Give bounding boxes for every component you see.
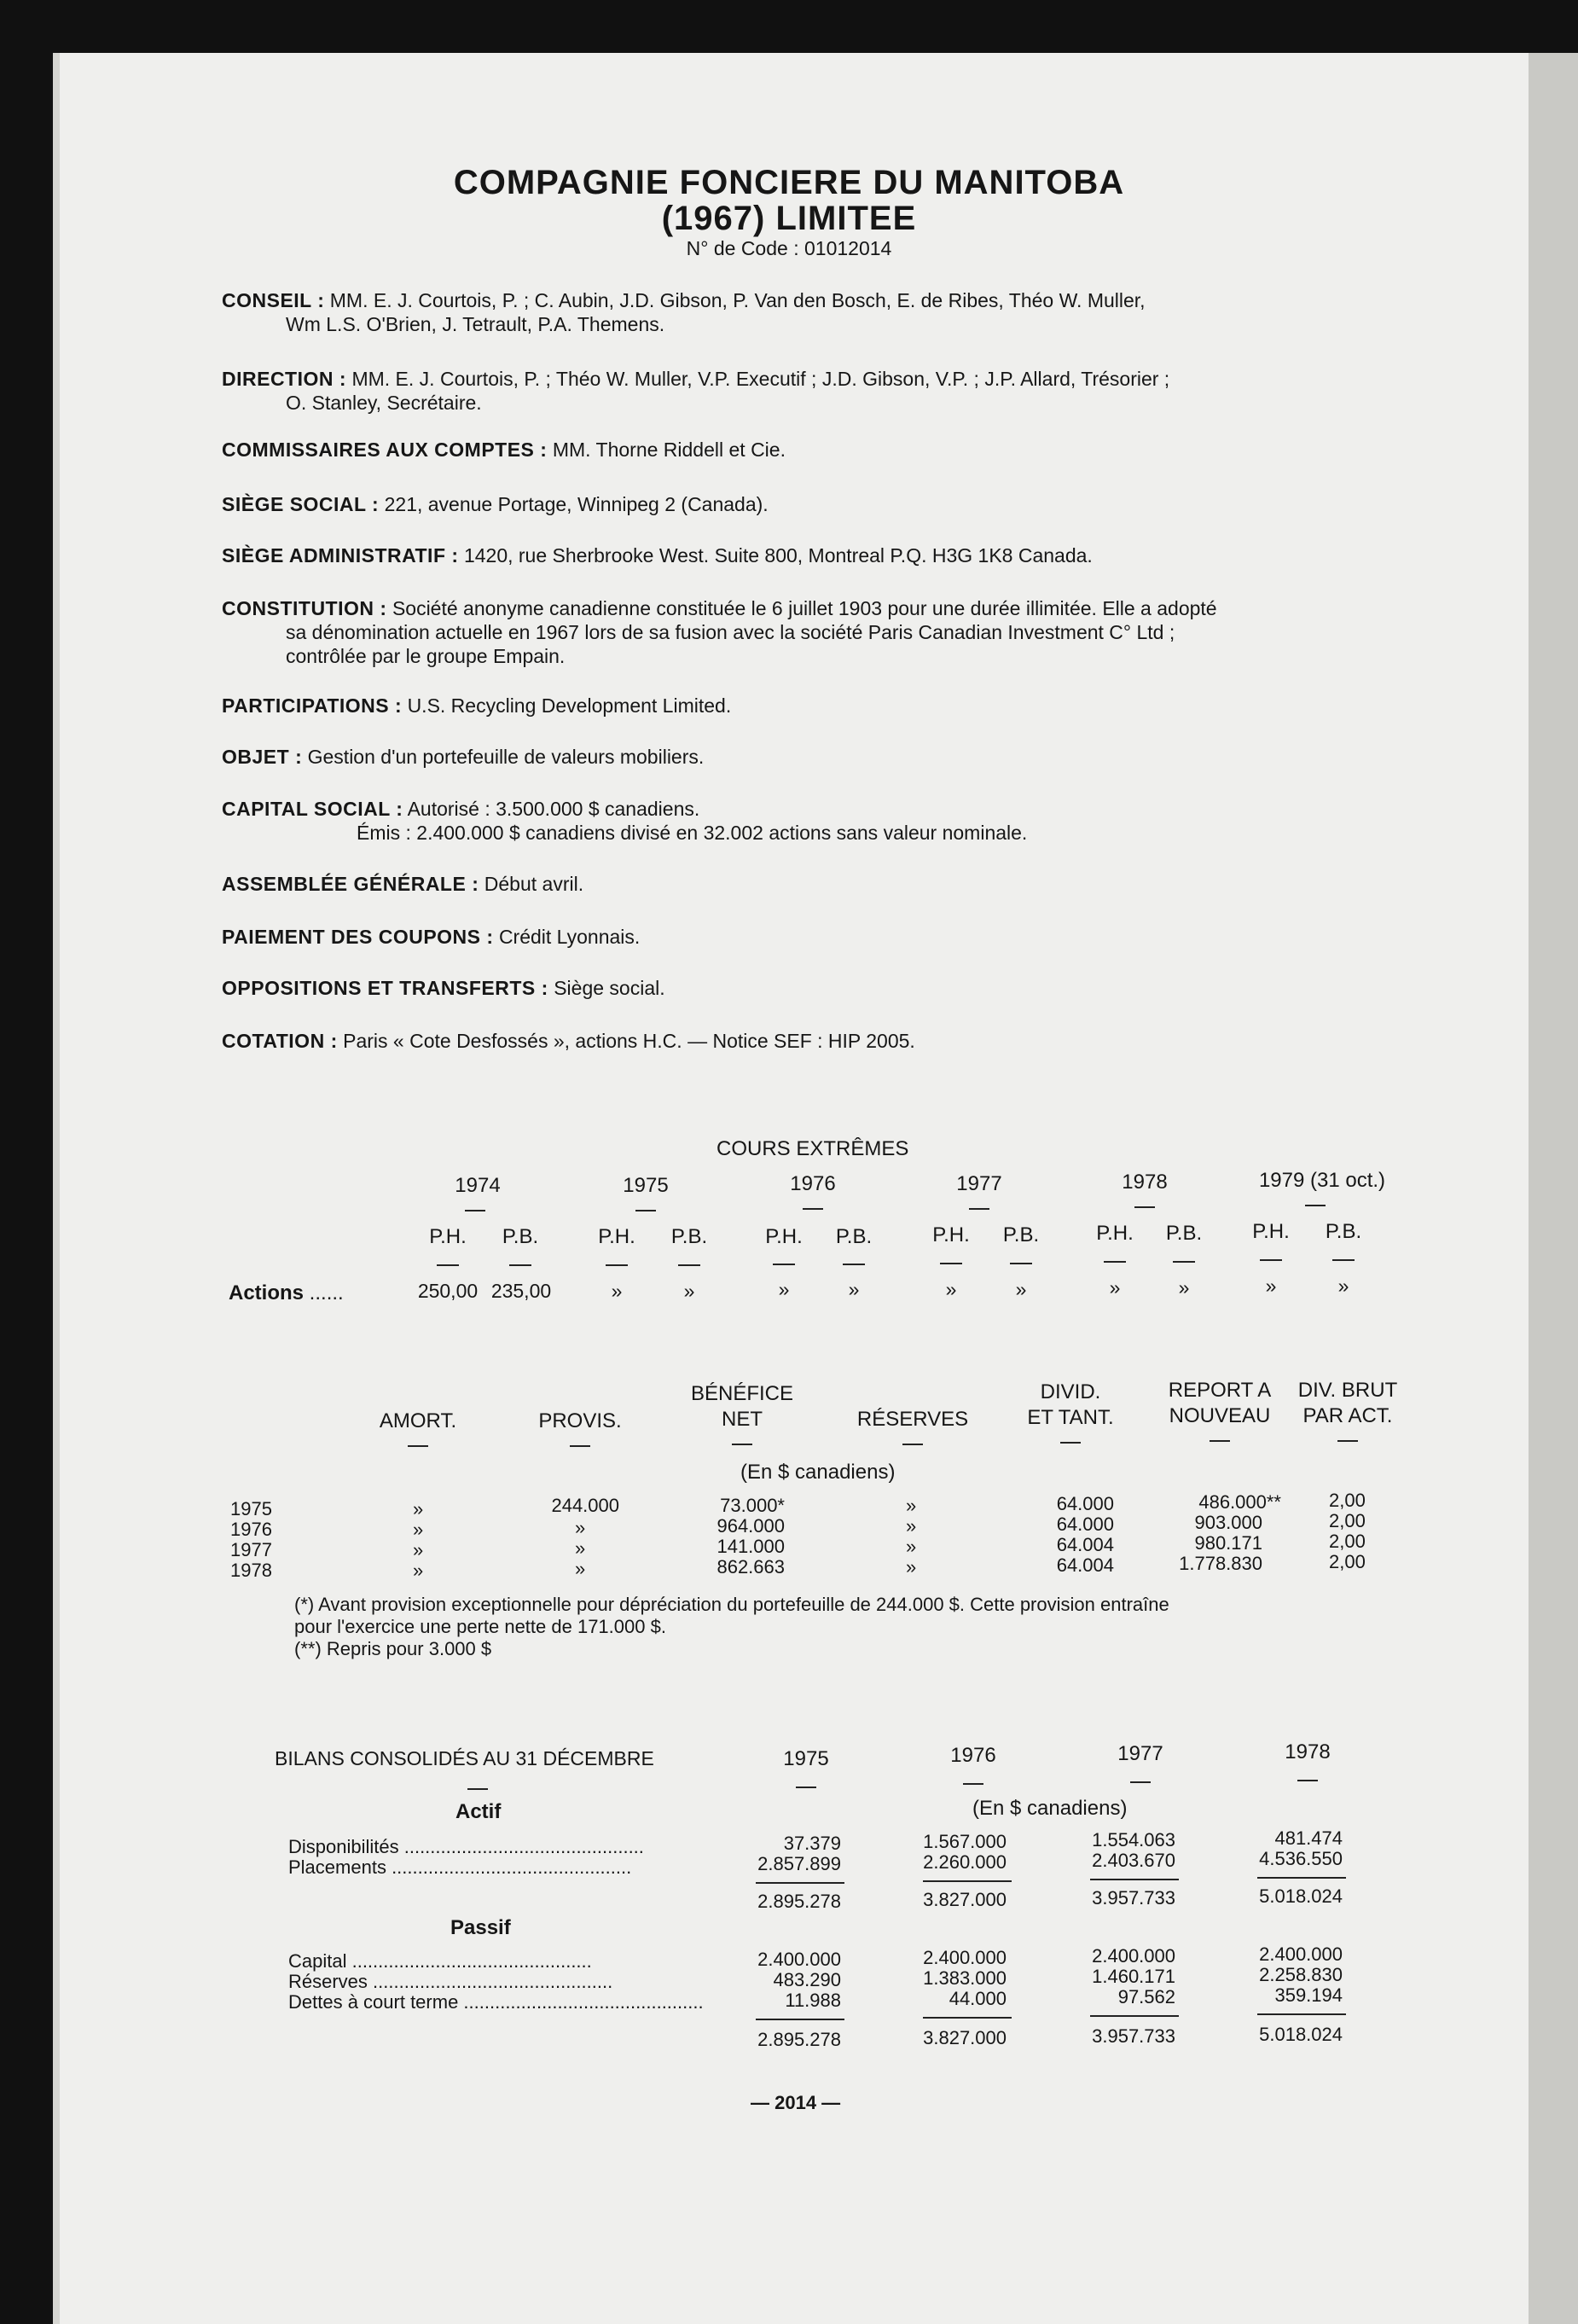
actions-label: Actions ...... (229, 1281, 344, 1304)
passif-label (450, 1916, 511, 1940)
cours-value: » (683, 1280, 695, 1302)
bilans-total: 3.957.733 (1092, 2025, 1175, 2047)
section-cotation (222, 1029, 1407, 1053)
row-label-text: Placements (288, 1856, 386, 1878)
page-edge (53, 53, 60, 2324)
results-cell: 980.171 (1194, 1532, 1262, 1554)
dash (437, 1264, 459, 1266)
bilans-value: 2.258.830 (1259, 1964, 1343, 1985)
dash (1134, 1206, 1155, 1208)
rule (756, 1882, 844, 1884)
bilans-value: 4.536.550 (1259, 1848, 1343, 1869)
section-label: CONSEIL : (222, 289, 325, 311)
results-cell: 64.004 (1056, 1534, 1114, 1555)
pb-label: P.B. (1002, 1223, 1040, 1246)
dash (1173, 1261, 1195, 1263)
cours-year: 1979 (31 oct.) (1258, 1169, 1386, 1192)
pb-label: P.B. (502, 1225, 539, 1248)
dash (1337, 1440, 1358, 1442)
section-capital-social (222, 797, 1407, 845)
section-line: Émis : 2.400.000 $ canadiens divisé en 32.002 actions sans valeur nominale. (357, 822, 1028, 844)
cours-value: » (611, 1280, 623, 1302)
results-cell: » (906, 1556, 917, 1577)
section-line: Début avril. (484, 873, 584, 895)
results-year: 1977 (230, 1539, 272, 1560)
bilans-value: 2.400.000 (1092, 1945, 1175, 1967)
section-label: COTATION : (222, 1030, 338, 1052)
cours-value: 235,00 (490, 1280, 552, 1302)
dash (1297, 1780, 1318, 1781)
ph-label: P.H. (765, 1225, 803, 1248)
bilans-value: 1.567.000 (923, 1831, 1007, 1852)
dash (635, 1210, 656, 1211)
dash (1305, 1205, 1326, 1206)
results-cell: 64.004 (1056, 1554, 1114, 1576)
bilans-row-label: Capital .............................................. (288, 1950, 592, 1972)
rule (1257, 1877, 1346, 1879)
row-label-text: Réserves (288, 1971, 368, 1992)
cours-value: » (1178, 1276, 1190, 1299)
results-cell: » (575, 1517, 586, 1538)
section-label: ASSEMBLÉE GÉNÉRALE : (222, 873, 479, 895)
section-line: O. Stanley, Secrétaire. (286, 392, 482, 414)
rule (1257, 2013, 1346, 2015)
section-label: COMMISSAIRES AUX COMPTES : (222, 439, 548, 461)
section-line: Autorisé : 3.500.000 $ canadiens. (407, 798, 700, 820)
results-cell: 73.000* (720, 1495, 785, 1516)
section-label: SIÈGE ADMINISTRATIF : (222, 544, 459, 566)
cours-year: 1974 (455, 1174, 501, 1197)
section-label: OBJET : (222, 746, 303, 768)
dash (940, 1263, 962, 1264)
rule (1090, 2015, 1179, 2017)
dash (1010, 1263, 1032, 1264)
section-line: Société anonyme canadienne constituée le 6 juillet 1903 pour une durée illimitée. Elle a adopté (392, 597, 1217, 619)
results-cell: » (413, 1498, 424, 1519)
cours-value: 250,00 (417, 1280, 479, 1302)
cours-year: 1975 (623, 1174, 669, 1197)
results-header: PAR ACT. (1302, 1404, 1393, 1427)
bilans-row-label: Réserves .............................................. (288, 1971, 613, 1992)
dash (969, 1208, 989, 1210)
results-header: BÉNÉFICE (690, 1382, 794, 1405)
results-cell: 244.000 (551, 1495, 619, 1516)
bilans-total: 3.827.000 (923, 1889, 1007, 1910)
dash (1104, 1261, 1126, 1263)
results-cell: 64.000 (1056, 1493, 1114, 1514)
bilans-total: 3.957.733 (1092, 1887, 1175, 1909)
footnote-line: (*) Avant provision exceptionnelle pour dépréciation du portefeuille de 244.000 $. Cette provision entraîne (294, 1594, 1169, 1615)
bilans-year: 1975 (783, 1747, 829, 1770)
ph-label: P.H. (1096, 1222, 1134, 1245)
cours-title: COURS EXTRÊMES (716, 1137, 909, 1160)
section-line: Paris « Cote Desfossés », actions H.C. — Notice SEF : HIP 2005. (343, 1030, 915, 1052)
results-cell: » (413, 1560, 424, 1581)
section-line: 1420, rue Sherbrooke West. Suite 800, Montreal P.Q. H3G 1K8 Canada. (463, 544, 1093, 566)
dash (509, 1264, 531, 1266)
section-label: CAPITAL SOCIAL : (222, 798, 403, 820)
actions-label-text: Actions (229, 1281, 305, 1304)
section-label: PAIEMENT DES COUPONS : (222, 926, 494, 948)
results-cell: 964.000 (716, 1515, 785, 1537)
actif-label-text: Actif (455, 1800, 502, 1823)
dash (963, 1783, 983, 1785)
section-assemblee (222, 872, 1407, 896)
page-number: — 2014 — (751, 2092, 841, 2113)
dash (606, 1264, 628, 1266)
rule (923, 1880, 1012, 1882)
section-line: MM. E. J. Courtois, P. ; Théo W. Muller, V.P. Executif ; J.D. Gibson, V.P. ; J.P. Allard, Trésorier ; (351, 368, 1170, 390)
section-label: OPPOSITIONS ET TRANSFERTS : (222, 977, 548, 999)
bilans-value: 44.000 (949, 1988, 1007, 2009)
results-cell: 64.000 (1056, 1514, 1114, 1535)
results-cell: 903.000 (1194, 1512, 1262, 1533)
footnote-line: pour l'exercice une perte nette de 171.000 $. (294, 1616, 666, 1637)
actif-label (455, 1800, 501, 1824)
results-cell: » (413, 1519, 424, 1540)
dash (465, 1210, 485, 1211)
results-cell: » (575, 1558, 586, 1579)
cours-value: » (778, 1278, 790, 1300)
rule (756, 2019, 844, 2020)
bilans-total: 5.018.024 (1259, 2024, 1343, 2045)
bilans-unit: (En $ canadiens) (972, 1797, 1128, 1820)
cours-year: 1976 (790, 1172, 836, 1195)
section-line: U.S. Recycling Development Limited. (407, 694, 732, 717)
page-title-line1: COMPAGNIE FONCIERE DU MANITOBA (453, 164, 1125, 201)
row-label-text: Dettes à court terme (288, 1991, 459, 2013)
dash (467, 1788, 488, 1790)
cours-value: » (1265, 1275, 1277, 1297)
pb-label: P.B. (1165, 1222, 1203, 1245)
page-title-line2: (1967) LIMITEE (661, 200, 917, 237)
results-header: DIVID. (1040, 1380, 1101, 1403)
results-footnotes (294, 1594, 1403, 1660)
results-year: 1975 (230, 1498, 272, 1519)
cours-value: » (1015, 1278, 1027, 1300)
bilans-value: 37.379 (783, 1833, 841, 1854)
results-cell: » (575, 1537, 586, 1559)
results-cell: 2,00 (1329, 1490, 1366, 1511)
results-header: NET (722, 1408, 763, 1431)
results-year: 1978 (230, 1560, 272, 1581)
cours-value: » (848, 1278, 860, 1300)
passif-label-text: Passif (450, 1916, 511, 1939)
bilans-value: 359.194 (1274, 1984, 1343, 2006)
row-label-text: Capital (288, 1950, 347, 1972)
pb-label: P.B. (1325, 1220, 1362, 1243)
section-label: DIRECTION : (222, 368, 347, 390)
cours-year: 1978 (1122, 1171, 1168, 1194)
bilans-value: 11.988 (785, 1990, 841, 2011)
adjacent-page-edge (1529, 53, 1578, 2324)
section-line: contrôlée par le groupe Empain. (286, 645, 566, 667)
results-header: RÉSERVES (856, 1408, 969, 1431)
bilans-value: 1.383.000 (923, 1967, 1007, 1989)
cours-value: » (945, 1278, 957, 1300)
bilans-value: 2.857.899 (757, 1853, 841, 1874)
dash (1210, 1440, 1230, 1442)
section-label: PARTICIPATIONS : (222, 694, 403, 717)
row-label-text: Disponibilités (288, 1836, 399, 1857)
section-label: SIÈGE SOCIAL : (222, 493, 380, 515)
bilans-value: 1.554.063 (1092, 1829, 1175, 1850)
bilans-total: 2.895.278 (757, 1891, 841, 1912)
results-cell: 2,00 (1329, 1510, 1366, 1531)
bilans-value: 2.400.000 (923, 1947, 1007, 1968)
bilans-value: 2.400.000 (757, 1949, 841, 1970)
results-cell: 1.778.830 (1179, 1553, 1262, 1574)
results-cell: 486.000** (1198, 1491, 1281, 1513)
section-oppositions (222, 976, 1407, 1000)
bilans-value: 2.400.000 (1259, 1943, 1343, 1965)
dash (408, 1445, 428, 1447)
bilans-year: 1976 (950, 1744, 996, 1767)
pb-label: P.B. (670, 1225, 708, 1248)
section-commissaires (222, 438, 1407, 462)
dash (843, 1264, 865, 1265)
section-line: Gestion d'un portefeuille de valeurs mobiliers. (307, 746, 705, 768)
section-line: sa dénomination actuelle en 1967 lors de sa fusion avec la société Paris Canadian Investment C° Ltd ; (286, 621, 1175, 643)
results-cell: » (906, 1515, 917, 1537)
dash (796, 1787, 816, 1788)
cours-value: » (1337, 1275, 1349, 1297)
dash (1060, 1442, 1081, 1444)
section-line: 221, avenue Portage, Winnipeg 2 (Canada). (384, 493, 769, 515)
rule (1090, 1879, 1179, 1880)
results-header: DIV. BRUT (1297, 1379, 1398, 1402)
dash (1130, 1781, 1151, 1783)
bilans-total: 5.018.024 (1259, 1885, 1343, 1907)
section-participations (222, 694, 1407, 718)
bilans-value: 97.562 (1117, 1986, 1175, 2007)
cours-year: 1977 (956, 1172, 1002, 1195)
section-line: Wm L.S. O'Brien, J. Tetrault, P.A. Themens. (286, 313, 665, 335)
results-cell: 2,00 (1329, 1551, 1366, 1572)
section-line: Crédit Lyonnais. (498, 926, 641, 948)
dash (732, 1444, 752, 1445)
results-header: ET TANT. (1027, 1406, 1114, 1429)
bilans-year: 1977 (1117, 1742, 1163, 1765)
section-constitution (222, 596, 1407, 668)
section-line: Siège social. (554, 977, 665, 999)
results-unit: (En $ canadiens) (740, 1461, 896, 1484)
dash (803, 1208, 823, 1210)
bilans-year: 1978 (1285, 1740, 1331, 1763)
section-direction (222, 367, 1407, 415)
results-header: PROVIS. (538, 1409, 622, 1432)
ph-label: P.H. (429, 1225, 467, 1248)
bilans-row-label: Dettes à court terme .............................................. (288, 1991, 704, 2013)
results-cell: 2,00 (1329, 1531, 1366, 1552)
dash (678, 1264, 700, 1266)
results-cell: » (906, 1536, 917, 1557)
footnote-line: (**) Repris pour 3.000 $ (294, 1638, 492, 1659)
ph-label: P.H. (598, 1225, 635, 1248)
section-conseil (222, 288, 1407, 336)
bilans-value: 2.260.000 (923, 1851, 1007, 1873)
results-year: 1976 (230, 1519, 272, 1540)
bilans-row-label: Disponibilités .............................................. (288, 1836, 644, 1857)
dash (570, 1445, 590, 1447)
section-line: MM. E. J. Courtois, P. ; C. Aubin, J.D. Gibson, P. Van den Bosch, E. de Ribes, Théo W. Muller, (329, 289, 1146, 311)
ph-label: P.H. (932, 1223, 970, 1246)
section-objet (222, 745, 1407, 769)
results-cell: 862.663 (716, 1556, 785, 1577)
cours-value: » (1109, 1276, 1121, 1299)
dash (902, 1444, 923, 1445)
bilans-value: 481.474 (1274, 1827, 1343, 1849)
dash (773, 1264, 795, 1265)
section-line: MM. Thorne Riddell et Cie. (552, 439, 786, 461)
bilans-value: 483.290 (773, 1969, 841, 1990)
section-paiement (222, 925, 1407, 949)
results-header: REPORT A (1168, 1379, 1272, 1402)
section-label: CONSTITUTION : (222, 597, 387, 619)
bilans-total: 3.827.000 (923, 2027, 1007, 2048)
section-siege-administratif (222, 543, 1407, 567)
bilans-value: 2.403.670 (1092, 1850, 1175, 1871)
pb-label: P.B. (835, 1225, 873, 1248)
results-cell: » (413, 1539, 424, 1560)
ph-label: P.H. (1252, 1220, 1290, 1243)
section-siege-social (222, 492, 1407, 516)
results-cell: 141.000 (716, 1536, 785, 1557)
dash (1332, 1259, 1355, 1261)
dash (1260, 1259, 1282, 1261)
bilans-value: 1.460.171 (1092, 1966, 1175, 1987)
bilans-total: 2.895.278 (757, 2029, 841, 2050)
results-header: NOUVEAU (1169, 1404, 1271, 1427)
bilans-row-label: Placements .............................................. (288, 1856, 632, 1878)
results-header: AMORT. (379, 1409, 457, 1432)
results-cell: » (906, 1495, 917, 1516)
code-line: N° de Code : 01012014 (686, 237, 892, 259)
bilans-title: BILANS CONSOLIDÉS AU 31 DÉCEMBRE (275, 1747, 654, 1769)
rule (923, 2017, 1012, 2019)
